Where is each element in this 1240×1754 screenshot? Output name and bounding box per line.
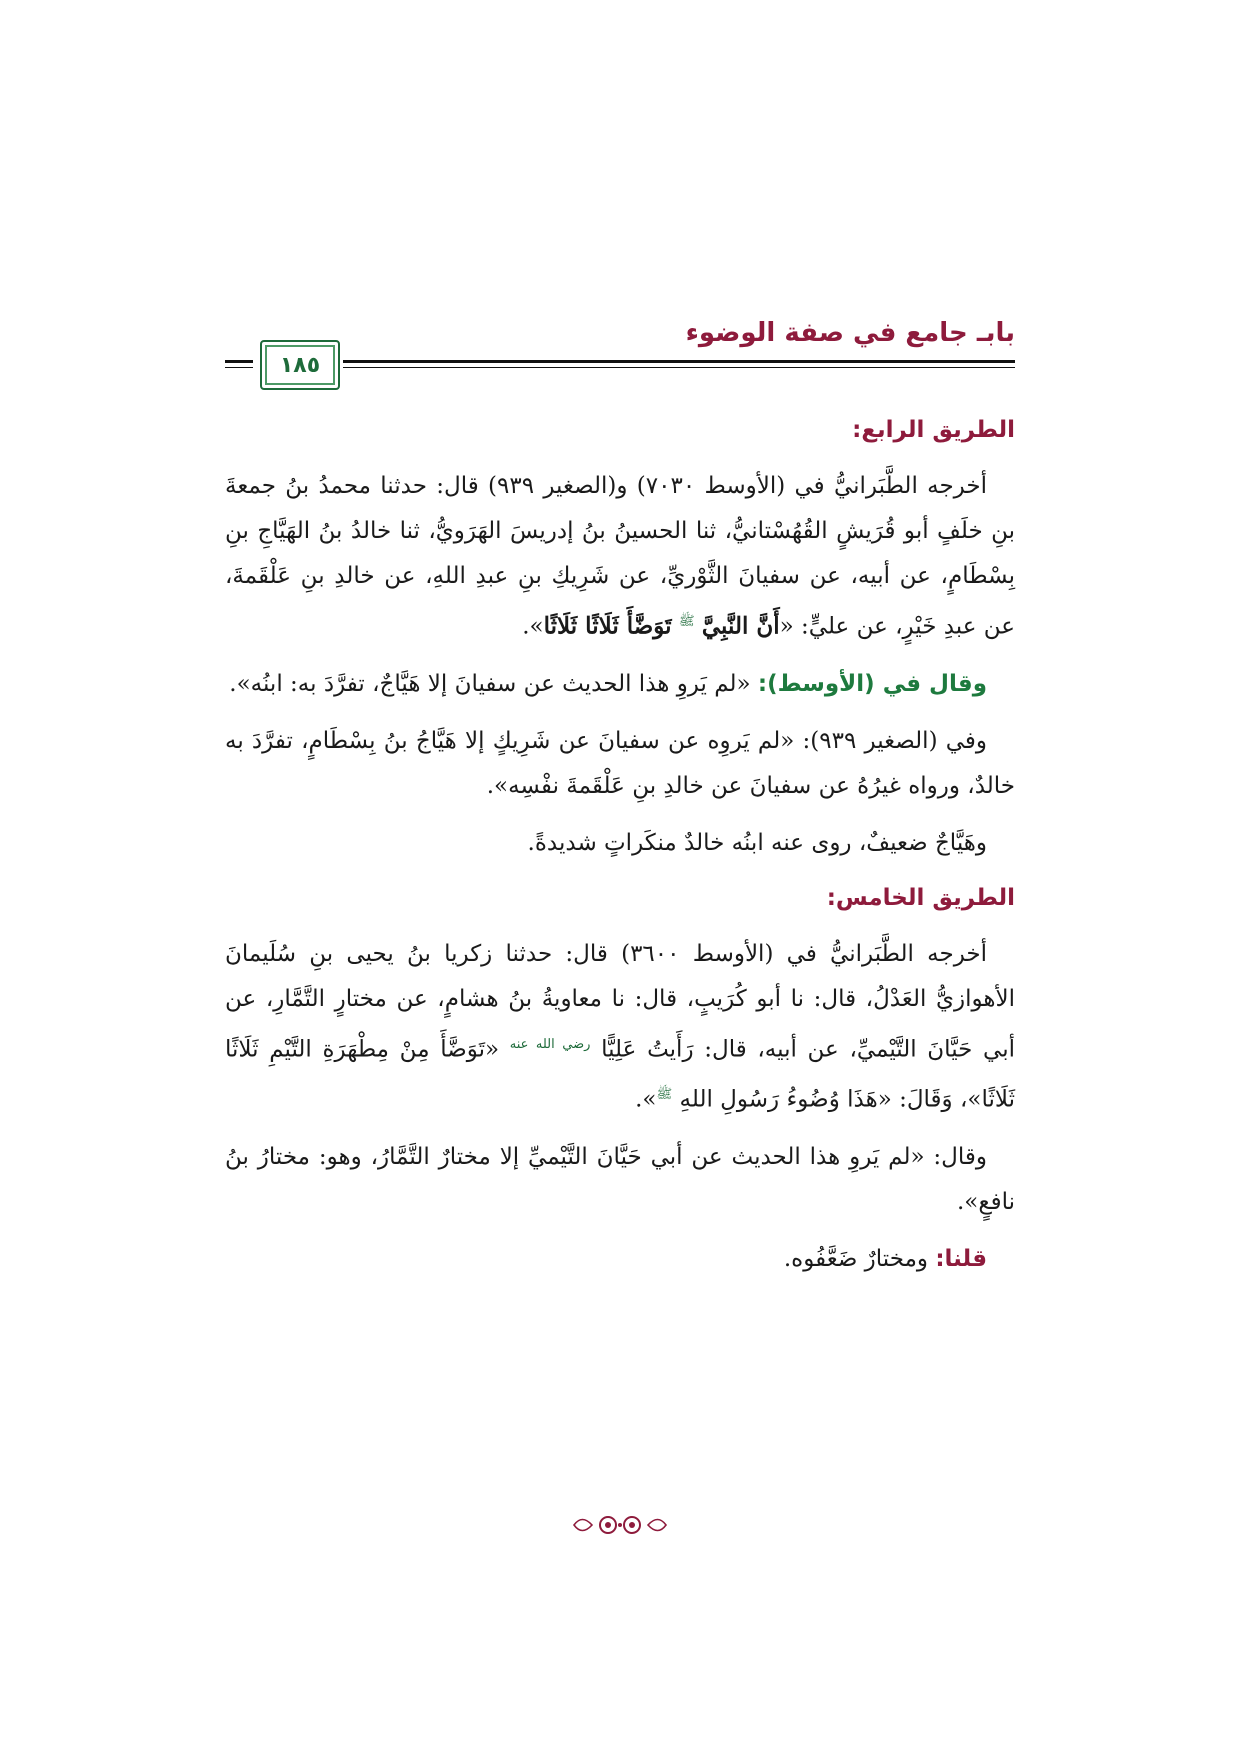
quote-end: ». [635, 1086, 657, 1113]
paragraph-text: أخرجه الطَّبَرانيُّ في (الأوسط ٧٠٣٠) و(الصغير ٩٣٩) قال: حدثنا محمدُ بنُ جمعةَ بنِ خلَفٍ أبو قُرَيشٍ القُهُسْتانيُّ، ثنا الحسينُ بنُ إدريسَ الهَرَويُّ، ثنا خالدُ بنُ الهَيَّاجِ بنِ بِسْطَامٍ، عن أبيه، عن سفيانَ الثَّوْريِّ، عن شَرِيكِ بنِ عبدِ اللهِ، عن خالدِ بنِ عَلْقَمةَ، عن عبدِ خَيْرٍ، عن عليٍّ: « [225, 473, 1015, 640]
paragraph-awsat-note [225, 662, 1015, 707]
paragraph-hayyaj-note: وهَيَّاجٌ ضعيفٌ، روى عنه ابنُه خالدٌ منكَراتٍ شديدةً. [527, 829, 987, 856]
header-rule-left-thick [225, 360, 253, 363]
chapter-title: بابـ جامع في صفة الوضوء [685, 318, 1015, 348]
header-rule-left-thin [225, 367, 253, 368]
paragraph-text: ومختارٌ ضَعَّفُوه. [783, 1245, 936, 1272]
hadith-quote: أَنَّ النَّبِيَّ [701, 612, 780, 640]
section-heading-fifth: الطريق الخامس: [826, 884, 1015, 911]
lead-label: وقال في (الأوسط): [757, 670, 987, 697]
paragraph-mukhtar-note: وقال: «لم يَروِ هذا الحديث عن أبي حَيَّانَ التَّيْميِّ إلا مختارٌ التَّمَّارُ، وهو: مختارُ بنُ نافعٍ». [225, 1143, 1015, 1215]
paragraph-fifth-route [225, 932, 1015, 1123]
end-ornament-icon [570, 1510, 670, 1540]
running-header [225, 318, 1015, 378]
page-content [225, 410, 1015, 1294]
paragraph-saghir-note: وفي (الصغير ٩٣٩): «لم يَروِه عن سفيانَ عن شَرِيكٍ إلا هَيَّاجُ بنُ بِسْطَامٍ، تفرَّدَ به خالدٌ، ورواه غيرُهُ عن سفيانَ عن خالدِ بنِ عَلْقَمةَ نفْسِه». [225, 727, 1015, 799]
honorific-glyph: ﷺ [678, 614, 695, 629]
hadith-quote-2: تَوَضَّأَ ثَلَاثًا ثَلَاثًا [543, 612, 672, 640]
quote-end: ». [522, 613, 544, 640]
paragraph-text: أخرجه الطَّبَرانيُّ في (الأوسط ٣٦٠٠) قال: حدثنا زكريا بنُ يحيى بنِ سُلَيمانَ الأهوازيُّ العَدْلُ، قال: نا أبو كُرَيبٍ، قال: نا معاويةُ بنُ هشامٍ، عن مختارٍ التَّمَّارِ، عن أبي حَيَّانَ التَّيْميِّ، عن أبيه، قال: رَأَيتُ عَلِيًّا [225, 940, 1015, 1063]
paragraph-text: «لم يَروِ هذا الحديث عن سفيانَ إلا هَيَّاجٌ، تفرَّدَ به: ابنُه». [229, 670, 758, 697]
paragraph-text-2: «تَوَضَّأَ مِنْ مِطْهَرَةِ التَّيْمِ ثَلَاثًا ثَلَاثًا»، وَقَالَ: «هَذَا وُضُوءُ رَسُولِ اللهِ [225, 1036, 1015, 1113]
page-number-badge [260, 340, 340, 390]
header-rule-thin [343, 367, 1015, 368]
paragraph-conclusion [225, 1237, 1015, 1282]
lead-label: قلنا: [935, 1245, 987, 1272]
section-heading-fourth: الطريق الرابع: [852, 417, 1015, 443]
paragraph-fourth-route [225, 464, 1015, 650]
honorific-glyph: رضي الله عنه [509, 1036, 591, 1052]
honorific-glyph-2: ﷺ [656, 1087, 673, 1103]
header-rule-thick [343, 360, 1015, 363]
page-number: ١٨٥ [279, 352, 321, 378]
